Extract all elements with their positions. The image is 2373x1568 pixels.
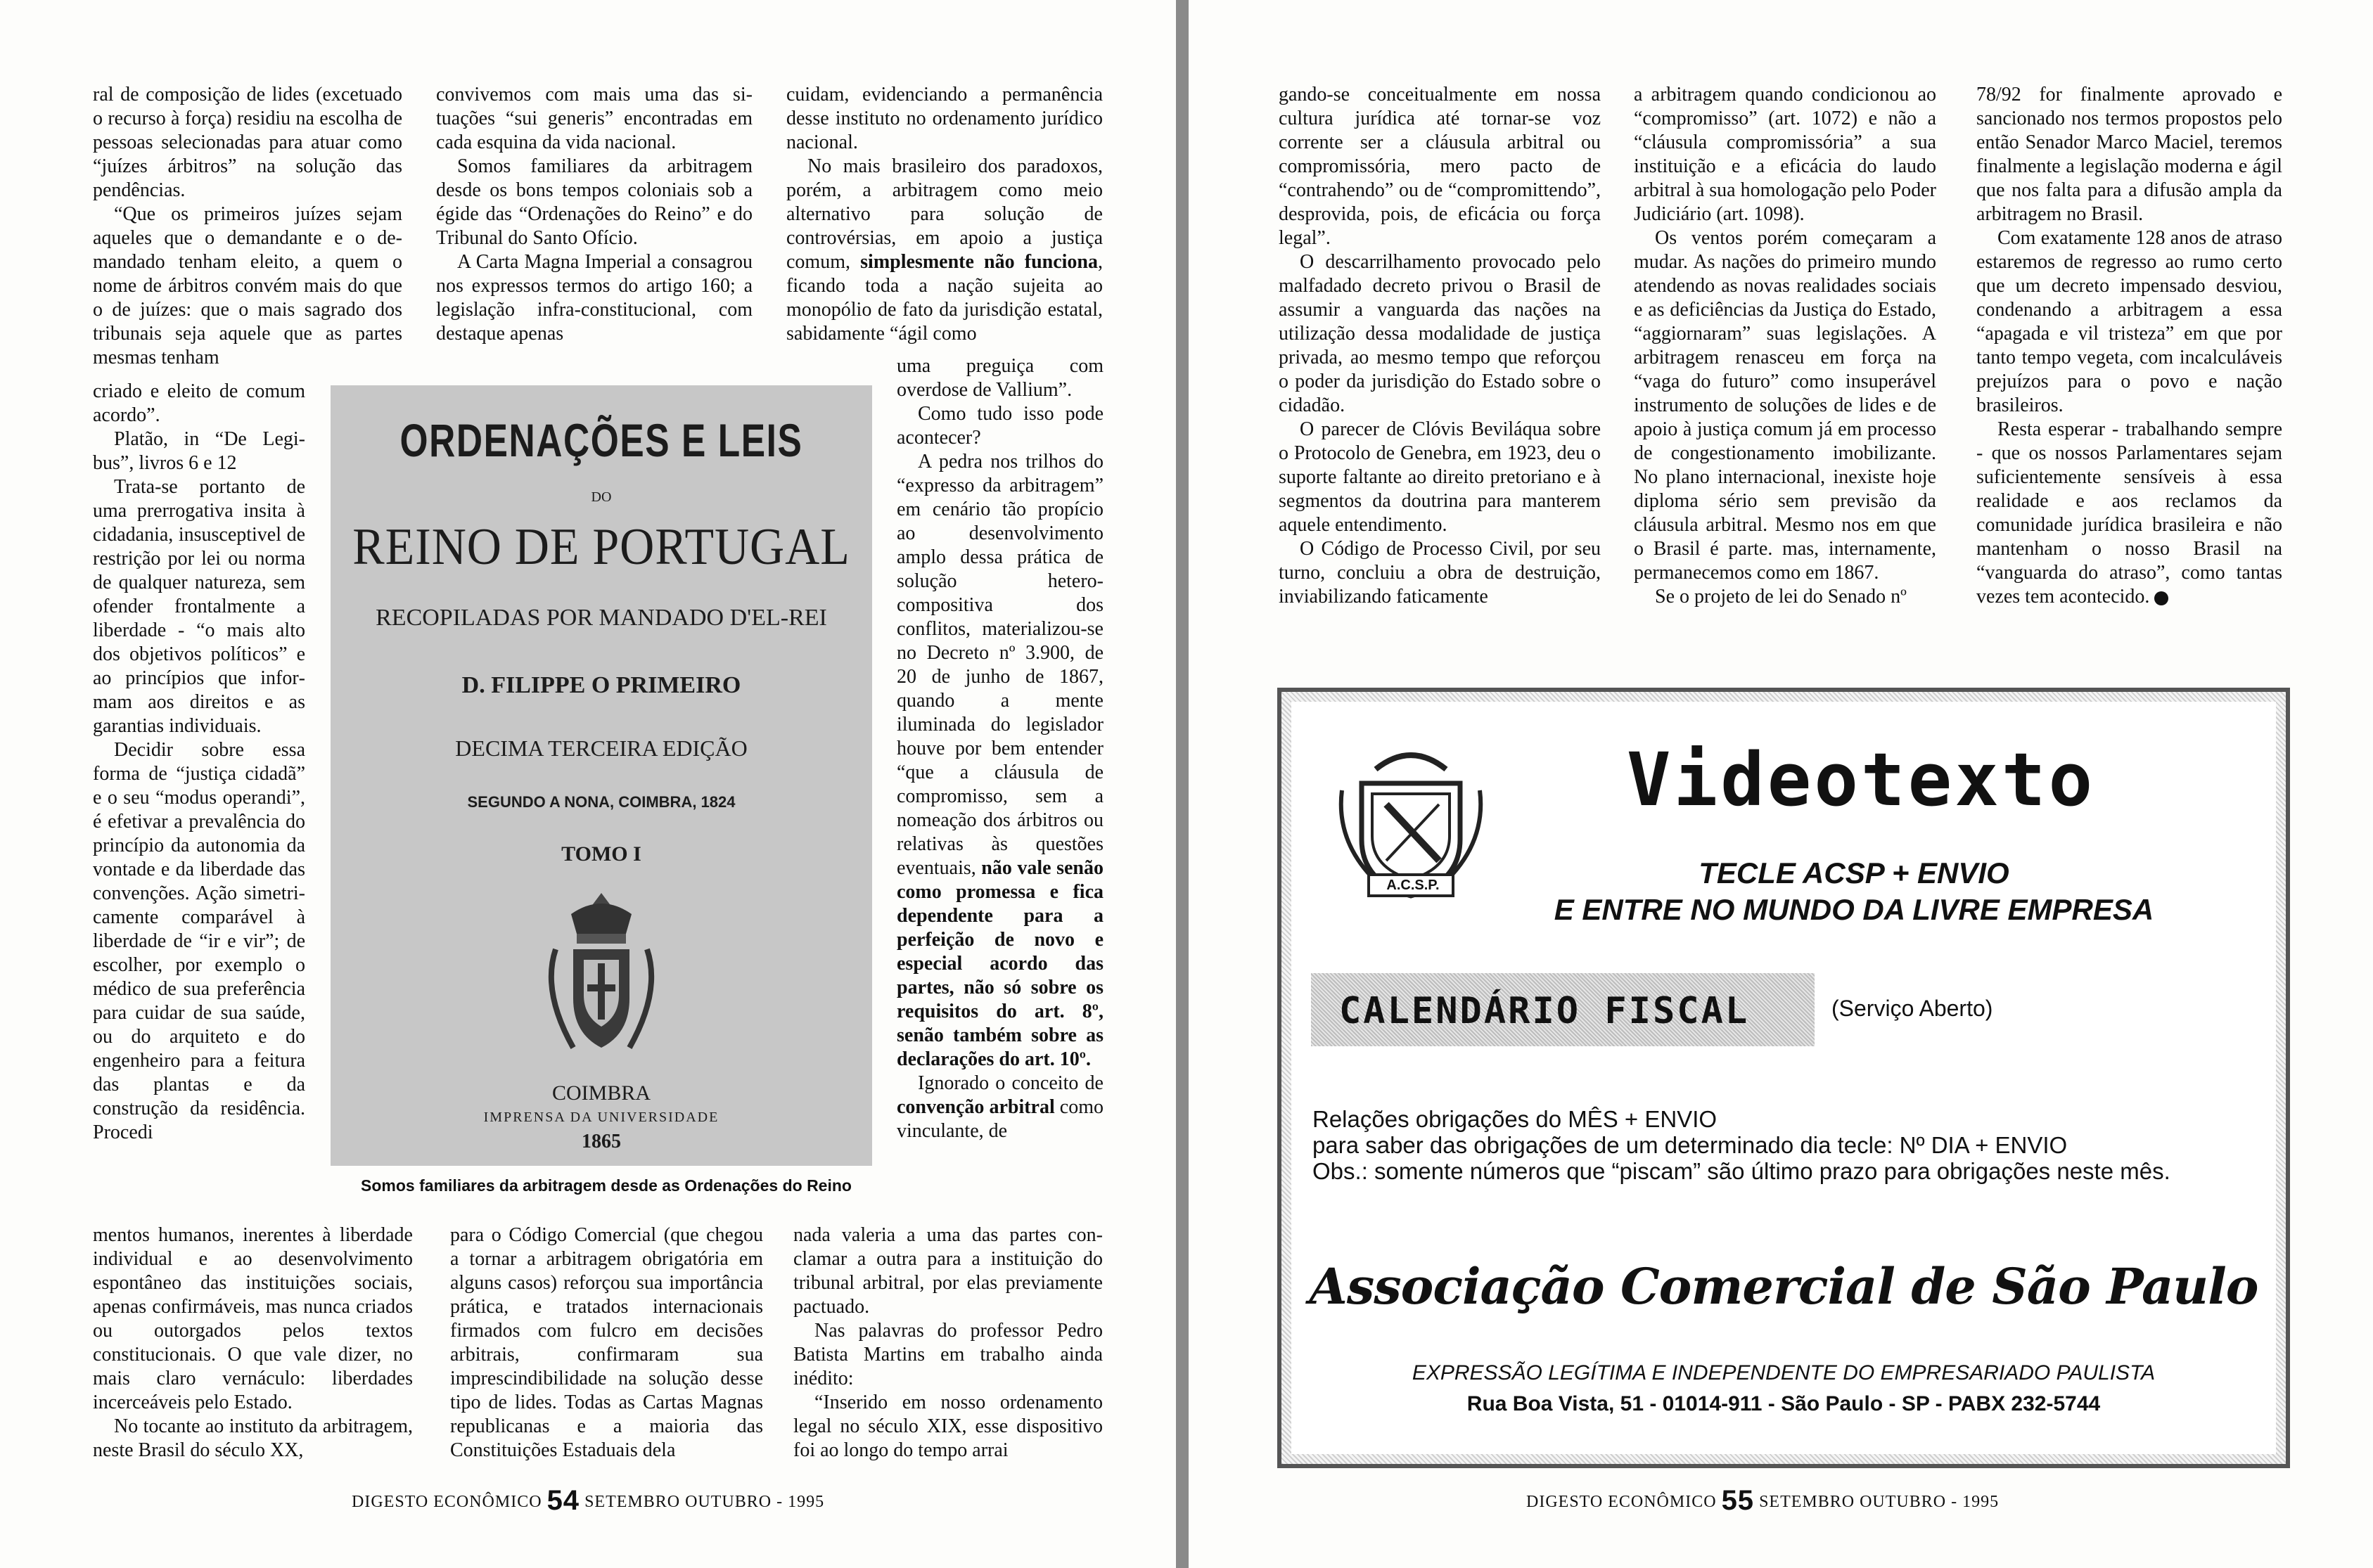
bold-text: não vale senão como promessa e fica dependente para a perfeição de novo e especial acordo das partes, não só sobre os requisitos do art. 8º, senão também sobre as declarações do art. 10º.: [897, 857, 1104, 1070]
paragraph: Nas palavras do professor Pedro Batista Martins em trabalho ainda inédito:: [793, 1320, 1103, 1389]
paragraph: [1976, 418, 2282, 609]
coat-of-arms-icon: [535, 886, 668, 1062]
info-line-2: para saber das obrigações de um determinado dia tecle: Nº DIA + ENVIO: [1312, 1132, 2068, 1158]
paragraph: Com exatamente 128 anos de atraso estaremos de regresso ao rumo certo que um decreto impensado desviou, condenando a arbitragem a essa “apagada e vil tristеza” em que por tanto tempo vegeta, com incalculáveis prejuízos para o povo e nação brasileiros.: [1976, 227, 2282, 416]
text-run: , ficando toda a nação sujeita ao monopólio de fato da jurisdição estatal, sabidamente “ágil como: [786, 251, 1103, 345]
footer-magazine: DIGESTO ECONÔMICO: [352, 1493, 542, 1511]
paragraph: No tocante ao instituto da arbitragem, neste Brasil do século XX,: [93, 1415, 413, 1461]
article-column-1: [93, 83, 402, 370]
paragraph: Como tudo isso pode acontecer?: [897, 403, 1104, 449]
left-page: [0, 0, 1176, 1568]
paragraph: mentos humanos, inerentes à liberdade individual e ao desenvolvimento espontâneo das instituições sociais, apenas confirmáveis, mas nunca criados ou outorgados pelos textos constitucionais. O que vale dizer, no mais claro vernáculo: liberdades incerceáveis pelo Estado.: [93, 1224, 413, 1413]
service-label: (Serviço Aberto): [1831, 996, 1993, 1021]
page-number: 54: [546, 1485, 580, 1516]
paragraph: criado e eleito de comum acordo”.: [93, 380, 305, 426]
article-column-2-top: [436, 83, 753, 346]
paragraph: “Que os primeiros juízes sejam aqueles que o demandante e o demandado tenham eleito, a quem o nome de árbitros convém mais do que o de juízes: que o mais sagrado dos tribunais seja aquele que as partes mesmas tenham: [93, 203, 402, 368]
article-column-6: [1976, 83, 2282, 609]
figure-line-4: D. FILIPPE O PRIMEIRO: [461, 672, 741, 698]
text-run: No mais brasileiro dos paradoxos, porém, a arbitragem como meio alternativo para solução de controvérsias, em apoio a justiça comum,: [786, 155, 1103, 273]
article-column-1-bottom: [93, 1223, 413, 1463]
paragraph: 78/92 for finalmente aprovado e sancionado nos termos propostos pelo então Senador Marco Maciel, teremos finalmente a legislação moderna e ágil que nos falta para a difusão ampla da arbitragem no Brasil.: [1976, 84, 2282, 225]
page-number: 55: [1721, 1485, 1755, 1516]
address: Rua Boa Vista, 51 - 01014-911 - São Paulo - SP - PABX 232-5744: [1466, 1392, 2101, 1415]
figure-line-7: TOMO I: [561, 842, 641, 866]
figure-caption: Somos familiares da arbitragem desde as Ordenações do Reino: [361, 1176, 852, 1195]
text-run: cuidam, evidenciando a permanência desse instituto no ordenamento jurídico nacional.: [786, 84, 1103, 153]
paragraph: ral de composição de lides (excetuado o recurso à força) residiu na escolha de pessoas selecionadas para atuar como “juízes árbitros” na solução das pendências.: [93, 84, 402, 201]
page-footer: [352, 1482, 824, 1514]
figure-year: 1865: [582, 1131, 621, 1152]
paragraph: Os ventos porém começaram a mudar. As nações do primeiro mundo atendendo as novas realidades sociais e as deficiências da Justiça do Estado, “aggiornaram” suas legislações. A arbitragem renasceu em força na “vaga do futuro” como insuperável instrumento de soluções de lides e de apoio à justiça comum já em processo de congestionamento imobilizante. No plano internacional, inexiste hoje diploma sério sem previsão da cláusula arbitral. Mesmo nos em que o Brasil é parte. mas, internamente, permanecemos como em 1867.: [1634, 227, 1936, 584]
paragraph: [897, 1072, 1104, 1143]
figure-line-3: RECOPILADAS POR MANDADO D'EL-REI: [376, 605, 827, 631]
paragraph: O descarrilhamento provocado pelo malfadado decreto privou o Brasil de assumir a vanguarda das nações na utilização dessa modalidade de justiça privada, ao mesmo tempo que reforçou o poder da jurisdição do Estado sobre o cidadão.: [1279, 251, 1601, 416]
paragraph: Trata-se portanto de uma prerrogativa insita à cidadania, insusceptivel de restrição por lei ou norma de qualquer natureza, sem ofender frontalmente a liberdade - “o mais alto dos objetivos políticos” e ao princípios que informam aos direitos e as garantias individuais.: [93, 476, 305, 737]
ad-inner: [1291, 702, 2276, 1454]
paragraph: Somos familiares da arbitragem desde os bons tempos coloniais sob a égide das “Ordenações do Reino” e do Tribunal do Santo Ofício.: [436, 155, 753, 249]
ad-line-1: TECLE ACSP + ENVIO: [1699, 856, 2009, 889]
article-column-5: [1634, 83, 1936, 609]
paragraph: uma preguiça com overdose de Vallium”.: [897, 355, 1104, 401]
paragraph: a arbitragem quando condicionou ao “compromisso” (art. 1072) e não a “cláusula compromissória” a sua instituição e a eficácia do laudo arbitral à sua homologação pelo Poder Judiciário (art. 1098).: [1634, 84, 1936, 225]
ad-line-2: E ENTRE NO MUNDO DA LIVRE EMPRESA: [1554, 893, 2154, 926]
paragraph: Platão, in “De Legibus”, livros 6 e 12: [93, 428, 305, 474]
paragraph: Se o projeto de lei do Senado nº: [1655, 586, 1907, 608]
calendar-fiscal-banner: [1311, 973, 1815, 1046]
text-run: como vinculante, de: [897, 1096, 1104, 1142]
paragraph: O Código de Processo Civil, por seu turno, concluiu a obra de destruição, inviabilizando faticamente: [1279, 538, 1601, 608]
info-line-3: Obs.: somente números que “piscam” são último prazo para obrigações neste mês.: [1312, 1158, 2170, 1184]
paragraph: O parecer de Clóvis Beviláqua sobre o Protocolo de Genebra, em 1923, deu o suporte faltante ao direito pretoriano e à segmentos da doutrina para manterem aquele entendimento.: [1279, 418, 1601, 536]
figure-title-line-1: ORDENAÇÕES E LEIS: [399, 414, 803, 466]
paragraph: [897, 450, 1104, 1072]
end-mark-icon: [2154, 591, 2168, 605]
paragraph: “Inserido em nosso ordenamento legal no século XIX, esse dispositivo foi ao longo do tempo arrai: [793, 1392, 1103, 1461]
paragraph: nada valeria a uma das partes conclamar a outra para a instituição do tribunal arbitral, por elas previamente pactuado.: [793, 1224, 1103, 1318]
article-column-3-bottom: [793, 1223, 1103, 1463]
paragraph: [786, 83, 1103, 155]
figure-line-5: DECIMA TERCEIRA EDIÇÃO: [455, 735, 748, 761]
article-column-1-narrow: [93, 380, 305, 1145]
paragraph: gando-se conceitualmente em nossa cultura jurídica até tornar-se voz corrente ser a cláusula arbitral ou compromissória, mero pacto de “contrahendo” ou de “compromittendo”, desprovida, pois, de eficácia ou força legal”.: [1279, 84, 1601, 249]
paragraph: convivemos com mais uma das situações “sui generis” encontradas em cada esquina da vida nacional.: [436, 84, 753, 153]
advertisement: [1277, 688, 2290, 1468]
figure-line-6: SEGUNDO A NONA, COIMBRA, 1824: [467, 793, 736, 811]
paragraph: Decidir sobre essa forma de “justiça cidadã” e o seu “modus operandi”, é efetivar a prevalência do princípio da autonomia da vontade e da liberdade das convenções. Ação simetricamente comparável à liberdade de “ir e vir”; de escolher, por exemplo o médico de sua preferência para cuidar de sua saúde, ou do arquiteto e do engenheiro para a feitura das plantas e da construção da residência. Procedi: [93, 739, 305, 1143]
text-run: Resta esperar - trabalhando sempre - que os nossos Parlamentares sejam suficientemente sensíveis à essa realidade e aos reclamos da comunidade jurídica brasileira e não mantenham o nosso Brasil na “vanguarda do atraso”, como tantas vezes tem acontecido.: [1976, 418, 2282, 608]
footer-date: SETEMBRO OUTUBRO - 1995: [1759, 1493, 2000, 1511]
figure-press: IMPRENSA DA UNIVERSIDADE: [483, 1110, 719, 1125]
acsp-logo-text: A.C.S.P.: [1386, 878, 1440, 893]
bold-text: simplesmente não funciona: [860, 251, 1098, 273]
book-title-page-image: [331, 385, 872, 1166]
paragraph: [786, 155, 1103, 346]
figure-city: COIMBRA: [551, 1081, 651, 1105]
association-signature: Associação Comercial de São Paulo: [1309, 1257, 2258, 1316]
calendar-fiscal-label: CALENDÁRIO FISCAL: [1339, 990, 1750, 1032]
figure-do: DO: [591, 489, 612, 505]
ad-title: Videotexto: [1626, 737, 2096, 823]
text-run: Ignorado o conceito de: [918, 1072, 1104, 1094]
paragraph: para o Código Comercial (que chegou a tornar a arbitragem obrigatória em alguns casos) reforçou sua importância prática, e tratados internacionais firmados com fulcro em decisões arbitrais, confirmaram sua imprescindibilidade na solução desse tipo de lides. Todas as Cartas Magnas republicanas e a maioria das Constituições Estaduais dela: [450, 1224, 763, 1461]
text-run: A pedra nos trilhos do “expresso da arbitragem” em cenário tão propício ao desenvolvimento amplo dessa prática de solução hetero- compositiva dos conflitos, materializou-se no Decreto nº 3.900, de 20 de junho de 1867, quando a mente iluminada do legislador houve por bem entender “que a cláusula de compromisso, sem a nomeação dos árbitros ou relativas às questões eventuais,: [897, 451, 1104, 879]
paragraph: A Carta Magna Imperial a consagrou nos expressos termos do artigo 160; a legislação infra-constitucional, com destaque apenas: [436, 251, 753, 345]
page-footer: [1526, 1482, 1999, 1514]
article-column-4: [1279, 83, 1601, 609]
info-line-1: Relações obrigações do MÊS + ENVIO: [1312, 1106, 1718, 1132]
article-column-3-top: [786, 83, 1103, 346]
tagline: EXPRESSÃO LEGÍTIMA E INDEPENDENTE DO EMPRESARIADO PAULISTA: [1412, 1361, 2156, 1384]
figure-title-line-2: REINO DE PORTUGAL: [352, 518, 850, 576]
bold-text: convenção arbitral: [897, 1096, 1055, 1118]
footer-magazine: DIGESTO ECONÔMICO: [1526, 1493, 1717, 1511]
article-column-2-bottom: [450, 1223, 763, 1463]
footer-date: SETEMBRO OUTUBRO - 1995: [584, 1493, 825, 1511]
article-column-3-narrow: [897, 354, 1104, 1143]
